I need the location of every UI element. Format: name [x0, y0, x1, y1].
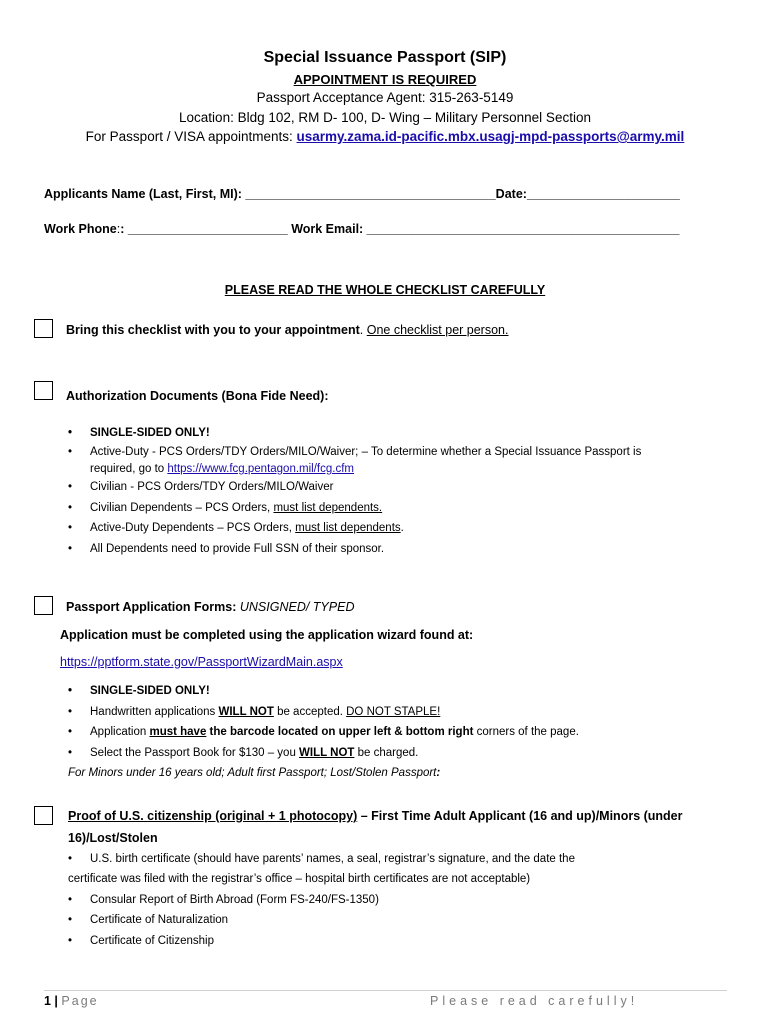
appointment-required: APPOINTMENT IS REQUIRED — [293, 72, 477, 87]
list-item: • SINGLE-SIDED ONLY! — [68, 427, 210, 439]
list-item-continuation: certificate was filed with the registrar’s office – hospital birth certificates are not acceptable) — [68, 873, 531, 885]
application-forms-heading: Passport Application Forms: UNSIGNED/ TYPED — [66, 600, 355, 614]
list-item: • Active-Duty - PCS Orders/TDY Orders/MILO/Waiver; – To determine whether a Special Issuance Passport is — [68, 446, 642, 458]
authorization-checkbox[interactable] — [34, 381, 53, 400]
bring-checklist-line: Bring this checklist with you to your appointment. One checklist per person. — [66, 323, 509, 337]
list-item: • Active-Duty Dependents – PCS Orders, must list dependents. — [68, 522, 404, 534]
citizenship-heading: Proof of U.S. citizenship (original + 1 photocopy) – First Time Adult Applicant (16 and up)/Minors (under — [68, 809, 683, 823]
agent-phone: Passport Acceptance Agent: 315-263-5149 — [256, 90, 514, 105]
location-line: Location: Bldg 102, RM D- 100, D- Wing – Military Personnel Section — [179, 110, 591, 125]
list-item: • Select the Passport Book for $130 – you WILL NOT be charged. — [68, 747, 419, 759]
list-item: • Civilian Dependents – PCS Orders, must list dependents. — [68, 502, 383, 514]
appointments-line — [0, 129, 770, 144]
authorization-heading: Authorization Documents (Bona Fide Need): — [66, 389, 329, 403]
work-phone-email-field[interactable] — [44, 222, 680, 236]
citizenship-heading-line2: 16)/Lost/Stolen — [68, 831, 158, 845]
application-forms-checkbox[interactable] — [34, 596, 53, 615]
list-item: • Civilian - PCS Orders/TDY Orders/MILO/Waiver — [68, 481, 334, 493]
work-phone-colon: : — [116, 222, 121, 236]
minors-note: For Minors under 16 years old; Adult first Passport; Lost/Stolen Passport: — [68, 767, 441, 779]
list-item: • Handwritten applications WILL NOT be accepted. DO NOT STAPLE! — [68, 706, 441, 718]
work-fields-rest: : _______________________ Work Email: _____________________________________________ — [120, 222, 680, 236]
footer-note: Please read carefully! — [430, 994, 639, 1008]
list-item: • Certificate of Citizenship — [68, 935, 214, 947]
list-item: • Certificate of Naturalization — [68, 914, 229, 926]
list-item: • Consular Report of Birth Abroad (Form FS-240/FS-1350) — [68, 894, 379, 906]
wizard-instruction: Application must be completed using the application wizard found at: — [60, 628, 474, 642]
instruction-heading: PLEASE READ THE WHOLE CHECKLIST CAREFULLY — [224, 283, 546, 297]
work-phone-label: Work Phone — [44, 222, 117, 236]
fcg-link[interactable]: https://www.fcg.pentagon.mil/fcg.cfm — [167, 463, 354, 475]
list-item-continuation: required, go to https://www.fcg.pentagon.mil/fcg.cfm — [90, 463, 354, 475]
appointments-label: For Passport / VISA appointments: — [85, 129, 297, 144]
citizenship-checkbox[interactable] — [34, 806, 53, 825]
document-title: Special Issuance Passport (SIP) — [263, 49, 507, 66]
list-item: • U.S. birth certificate (should have parents’ names, a seal, registrar’s signature, and the date the — [68, 853, 575, 865]
appointments-email-link[interactable]: usarmy.zama.id-pacific.mbx.usagj-mpd-passports@army.mil — [296, 129, 685, 144]
list-item: • All Dependents need to provide Full SSN of their sponsor. — [68, 543, 385, 555]
footer-page-number: 1 | Page — [44, 994, 99, 1008]
checklist-checkbox[interactable] — [34, 319, 53, 338]
passport-wizard-link[interactable]: https://pptform.state.gov/PassportWizardMain.aspx — [60, 655, 343, 669]
list-item: • Application must have the barcode located on upper left & bottom right corners of the page. — [68, 726, 579, 738]
one-checklist-note: One checklist per person. — [366, 323, 509, 337]
applicant-name-date-field[interactable]: Applicants Name (Last, First, MI): ____________________________________Date:______________________ — [44, 187, 680, 201]
footer-divider — [44, 990, 727, 991]
list-item: • SINGLE-SIDED ONLY! — [68, 685, 210, 697]
